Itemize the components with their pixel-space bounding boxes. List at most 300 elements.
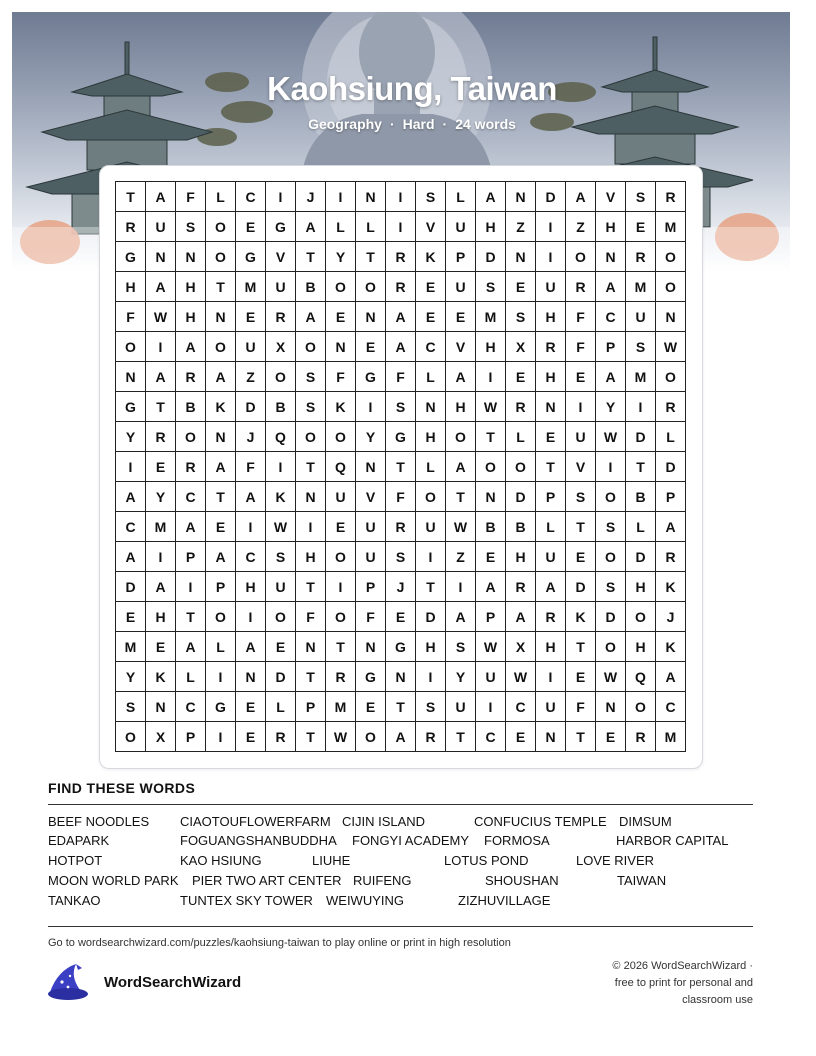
grid-cell[interactable]: I	[146, 542, 176, 572]
grid-cell[interactable]: S	[266, 542, 296, 572]
grid-cell[interactable]: T	[296, 572, 326, 602]
grid-cell[interactable]: T	[116, 182, 146, 212]
grid-cell[interactable]: A	[566, 182, 596, 212]
grid-cell[interactable]: B	[296, 272, 326, 302]
grid-cell[interactable]: I	[386, 182, 416, 212]
grid-cell[interactable]: W	[656, 332, 686, 362]
grid-cell[interactable]: A	[206, 542, 236, 572]
grid-cell[interactable]: E	[536, 422, 566, 452]
grid-cell[interactable]: A	[506, 602, 536, 632]
grid-cell[interactable]: U	[236, 332, 266, 362]
grid-cell[interactable]: A	[296, 212, 326, 242]
grid-cell[interactable]: N	[416, 392, 446, 422]
grid-cell[interactable]: M	[656, 212, 686, 242]
grid-cell[interactable]: K	[566, 602, 596, 632]
grid-cell[interactable]: H	[476, 332, 506, 362]
grid-cell[interactable]: I	[236, 512, 266, 542]
grid-cell[interactable]: K	[146, 662, 176, 692]
grid-cell[interactable]: V	[266, 242, 296, 272]
grid-cell[interactable]: O	[476, 452, 506, 482]
grid-cell[interactable]: O	[356, 722, 386, 752]
grid-cell[interactable]: T	[476, 422, 506, 452]
grid-cell[interactable]: U	[356, 512, 386, 542]
grid-cell[interactable]: T	[296, 242, 326, 272]
grid-cell[interactable]: E	[506, 272, 536, 302]
grid-cell[interactable]: N	[146, 242, 176, 272]
grid-cell[interactable]: E	[476, 542, 506, 572]
grid-cell[interactable]: H	[536, 362, 566, 392]
grid-cell[interactable]: K	[326, 392, 356, 422]
grid-cell[interactable]: E	[596, 722, 626, 752]
grid-cell[interactable]: N	[506, 182, 536, 212]
grid-cell[interactable]: R	[506, 572, 536, 602]
grid-cell[interactable]: H	[626, 572, 656, 602]
grid-cell[interactable]: F	[236, 452, 266, 482]
grid-cell[interactable]: K	[656, 572, 686, 602]
grid-cell[interactable]: I	[266, 452, 296, 482]
grid-cell[interactable]: C	[506, 692, 536, 722]
grid-cell[interactable]: A	[596, 362, 626, 392]
grid-cell[interactable]: V	[356, 482, 386, 512]
grid-cell[interactable]: Y	[116, 422, 146, 452]
grid-cell[interactable]: A	[446, 602, 476, 632]
grid-cell[interactable]: C	[236, 182, 266, 212]
grid-cell[interactable]: A	[146, 182, 176, 212]
grid-cell[interactable]: E	[626, 212, 656, 242]
grid-cell[interactable]: O	[206, 242, 236, 272]
grid-cell[interactable]: K	[656, 632, 686, 662]
grid-cell[interactable]: E	[566, 542, 596, 572]
grid-cell[interactable]: E	[116, 602, 146, 632]
grid-cell[interactable]: A	[146, 362, 176, 392]
grid-cell[interactable]: R	[266, 722, 296, 752]
grid-cell[interactable]: O	[446, 422, 476, 452]
grid-cell[interactable]: D	[626, 542, 656, 572]
grid-cell[interactable]: I	[116, 452, 146, 482]
grid-cell[interactable]: Z	[566, 212, 596, 242]
grid-cell[interactable]: H	[296, 542, 326, 572]
grid-cell[interactable]: S	[476, 272, 506, 302]
grid-cell[interactable]: S	[176, 212, 206, 242]
grid-cell[interactable]: N	[536, 392, 566, 422]
grid-cell[interactable]: T	[536, 452, 566, 482]
grid-cell[interactable]: P	[356, 572, 386, 602]
grid-cell[interactable]: S	[416, 182, 446, 212]
grid-cell[interactable]: C	[656, 692, 686, 722]
grid-cell[interactable]: S	[596, 572, 626, 602]
grid-cell[interactable]: I	[176, 572, 206, 602]
grid-cell[interactable]: N	[206, 422, 236, 452]
grid-cell[interactable]: I	[476, 362, 506, 392]
grid-cell[interactable]: N	[656, 302, 686, 332]
grid-cell[interactable]: T	[296, 662, 326, 692]
grid-cell[interactable]: I	[596, 452, 626, 482]
grid-cell[interactable]: A	[386, 332, 416, 362]
grid-cell[interactable]: T	[176, 602, 206, 632]
grid-cell[interactable]: S	[116, 692, 146, 722]
grid-cell[interactable]: F	[566, 332, 596, 362]
grid-cell[interactable]: I	[266, 182, 296, 212]
grid-cell[interactable]: P	[446, 242, 476, 272]
grid-cell[interactable]: O	[326, 602, 356, 632]
grid-cell[interactable]: L	[266, 692, 296, 722]
grid-cell[interactable]: O	[326, 542, 356, 572]
grid-cell[interactable]: I	[236, 602, 266, 632]
grid-cell[interactable]: F	[566, 692, 596, 722]
grid-cell[interactable]: A	[596, 272, 626, 302]
grid-cell[interactable]: O	[626, 602, 656, 632]
grid-cell[interactable]: F	[296, 602, 326, 632]
grid-cell[interactable]: D	[266, 662, 296, 692]
grid-cell[interactable]: D	[596, 602, 626, 632]
grid-cell[interactable]: C	[596, 302, 626, 332]
grid-cell[interactable]: I	[446, 572, 476, 602]
grid-cell[interactable]: Z	[446, 542, 476, 572]
grid-cell[interactable]: F	[566, 302, 596, 332]
grid-cell[interactable]: T	[356, 242, 386, 272]
grid-cell[interactable]: A	[146, 572, 176, 602]
grid-cell[interactable]: E	[146, 452, 176, 482]
grid-cell[interactable]: R	[536, 602, 566, 632]
grid-cell[interactable]: S	[626, 332, 656, 362]
grid-cell[interactable]: Z	[506, 212, 536, 242]
grid-cell[interactable]: Y	[356, 422, 386, 452]
grid-cell[interactable]: I	[626, 392, 656, 422]
grid-cell[interactable]: D	[236, 392, 266, 422]
grid-cell[interactable]: U	[356, 542, 386, 572]
grid-cell[interactable]: J	[236, 422, 266, 452]
grid-cell[interactable]: G	[116, 392, 146, 422]
grid-cell[interactable]: H	[176, 302, 206, 332]
grid-cell[interactable]: V	[416, 212, 446, 242]
grid-cell[interactable]: E	[506, 362, 536, 392]
grid-cell[interactable]: S	[386, 542, 416, 572]
grid-cell[interactable]: T	[446, 482, 476, 512]
grid-cell[interactable]: E	[386, 602, 416, 632]
grid-cell[interactable]: I	[416, 662, 446, 692]
grid-cell[interactable]: S	[506, 302, 536, 332]
grid-cell[interactable]: G	[116, 242, 146, 272]
grid-cell[interactable]: H	[236, 572, 266, 602]
grid-cell[interactable]: U	[266, 272, 296, 302]
grid-cell[interactable]: N	[356, 182, 386, 212]
grid-cell[interactable]: P	[176, 722, 206, 752]
grid-cell[interactable]: W	[506, 662, 536, 692]
grid-cell[interactable]: O	[656, 242, 686, 272]
grid-cell[interactable]: E	[236, 722, 266, 752]
grid-cell[interactable]: A	[386, 302, 416, 332]
grid-cell[interactable]: L	[446, 182, 476, 212]
grid-cell[interactable]: R	[626, 242, 656, 272]
grid-cell[interactable]: X	[506, 332, 536, 362]
grid-cell[interactable]: T	[326, 632, 356, 662]
grid-cell[interactable]: S	[416, 692, 446, 722]
grid-cell[interactable]: E	[236, 302, 266, 332]
grid-cell[interactable]: A	[536, 572, 566, 602]
grid-cell[interactable]: F	[356, 602, 386, 632]
grid-cell[interactable]: A	[236, 632, 266, 662]
grid-cell[interactable]: B	[176, 392, 206, 422]
grid-cell[interactable]: H	[446, 392, 476, 422]
grid-cell[interactable]: G	[356, 362, 386, 392]
grid-cell[interactable]: E	[356, 332, 386, 362]
grid-cell[interactable]: F	[386, 362, 416, 392]
grid-cell[interactable]: M	[656, 722, 686, 752]
grid-cell[interactable]: D	[656, 452, 686, 482]
grid-cell[interactable]: O	[566, 242, 596, 272]
grid-cell[interactable]: M	[236, 272, 266, 302]
grid-cell[interactable]: D	[506, 482, 536, 512]
grid-cell[interactable]: P	[596, 332, 626, 362]
grid-cell[interactable]: F	[386, 482, 416, 512]
grid-cell[interactable]: C	[476, 722, 506, 752]
grid-cell[interactable]: T	[446, 722, 476, 752]
grid-cell[interactable]: A	[116, 482, 146, 512]
grid-cell[interactable]: O	[326, 272, 356, 302]
grid-cell[interactable]: K	[206, 392, 236, 422]
grid-cell[interactable]: N	[116, 362, 146, 392]
grid-cell[interactable]: R	[146, 422, 176, 452]
grid-cell[interactable]: T	[566, 632, 596, 662]
grid-cell[interactable]: E	[416, 272, 446, 302]
grid-cell[interactable]: A	[116, 542, 146, 572]
grid-cell[interactable]: N	[296, 632, 326, 662]
grid-cell[interactable]: R	[326, 662, 356, 692]
grid-cell[interactable]: W	[446, 512, 476, 542]
grid-cell[interactable]: U	[626, 302, 656, 332]
grid-cell[interactable]: H	[146, 602, 176, 632]
grid-cell[interactable]: Q	[326, 452, 356, 482]
grid-cell[interactable]: A	[176, 512, 206, 542]
grid-cell[interactable]: T	[296, 722, 326, 752]
grid-cell[interactable]: A	[176, 632, 206, 662]
grid-cell[interactable]: U	[536, 692, 566, 722]
grid-cell[interactable]: O	[596, 632, 626, 662]
grid-cell[interactable]: N	[386, 662, 416, 692]
grid-cell[interactable]: H	[416, 632, 446, 662]
grid-cell[interactable]: P	[476, 602, 506, 632]
grid-cell[interactable]: O	[176, 422, 206, 452]
letter-grid[interactable]	[115, 181, 686, 752]
grid-cell[interactable]: U	[446, 272, 476, 302]
grid-cell[interactable]: S	[626, 182, 656, 212]
grid-cell[interactable]: C	[416, 332, 446, 362]
grid-cell[interactable]: I	[206, 662, 236, 692]
grid-cell[interactable]: O	[206, 332, 236, 362]
grid-cell[interactable]: W	[146, 302, 176, 332]
grid-cell[interactable]: R	[566, 272, 596, 302]
grid-cell[interactable]: N	[236, 662, 266, 692]
grid-cell[interactable]: E	[146, 632, 176, 662]
grid-cell[interactable]: H	[536, 302, 566, 332]
grid-cell[interactable]: A	[146, 272, 176, 302]
grid-cell[interactable]: B	[266, 392, 296, 422]
grid-cell[interactable]: W	[596, 662, 626, 692]
grid-cell[interactable]: R	[386, 242, 416, 272]
grid-cell[interactable]: P	[536, 482, 566, 512]
grid-cell[interactable]: R	[386, 272, 416, 302]
grid-cell[interactable]: Z	[236, 362, 266, 392]
grid-cell[interactable]: U	[326, 482, 356, 512]
grid-cell[interactable]: L	[176, 662, 206, 692]
grid-cell[interactable]: E	[566, 362, 596, 392]
grid-cell[interactable]: T	[146, 392, 176, 422]
grid-cell[interactable]: I	[566, 392, 596, 422]
grid-cell[interactable]: G	[356, 662, 386, 692]
grid-cell[interactable]: N	[356, 302, 386, 332]
grid-cell[interactable]: E	[266, 632, 296, 662]
grid-cell[interactable]: N	[146, 692, 176, 722]
grid-cell[interactable]: U	[416, 512, 446, 542]
grid-cell[interactable]: I	[476, 692, 506, 722]
grid-cell[interactable]: I	[326, 572, 356, 602]
grid-cell[interactable]: W	[596, 422, 626, 452]
grid-cell[interactable]: E	[326, 302, 356, 332]
grid-cell[interactable]: I	[536, 242, 566, 272]
grid-cell[interactable]: L	[326, 212, 356, 242]
grid-cell[interactable]: R	[626, 722, 656, 752]
grid-cell[interactable]: T	[206, 272, 236, 302]
grid-cell[interactable]: O	[296, 422, 326, 452]
grid-cell[interactable]: V	[566, 452, 596, 482]
grid-cell[interactable]: G	[386, 422, 416, 452]
grid-cell[interactable]: L	[206, 632, 236, 662]
grid-cell[interactable]: R	[656, 392, 686, 422]
grid-cell[interactable]: F	[176, 182, 206, 212]
grid-cell[interactable]: D	[476, 242, 506, 272]
grid-cell[interactable]: L	[506, 422, 536, 452]
grid-cell[interactable]: T	[416, 572, 446, 602]
grid-cell[interactable]: R	[416, 722, 446, 752]
grid-cell[interactable]: U	[536, 272, 566, 302]
grid-cell[interactable]: Y	[446, 662, 476, 692]
grid-cell[interactable]: I	[146, 332, 176, 362]
grid-cell[interactable]: A	[476, 572, 506, 602]
grid-cell[interactable]: T	[566, 722, 596, 752]
grid-cell[interactable]: R	[176, 452, 206, 482]
grid-cell[interactable]: A	[296, 302, 326, 332]
grid-cell[interactable]: E	[356, 692, 386, 722]
grid-cell[interactable]: D	[536, 182, 566, 212]
grid-cell[interactable]: W	[476, 632, 506, 662]
grid-cell[interactable]: O	[206, 602, 236, 632]
grid-cell[interactable]: S	[566, 482, 596, 512]
grid-cell[interactable]: O	[626, 692, 656, 722]
grid-cell[interactable]: O	[116, 722, 146, 752]
grid-cell[interactable]: C	[116, 512, 146, 542]
grid-cell[interactable]: Q	[266, 422, 296, 452]
grid-cell[interactable]: J	[296, 182, 326, 212]
grid-cell[interactable]: G	[206, 692, 236, 722]
grid-cell[interactable]: A	[656, 512, 686, 542]
grid-cell[interactable]: N	[356, 452, 386, 482]
grid-cell[interactable]: A	[236, 482, 266, 512]
grid-cell[interactable]: N	[326, 332, 356, 362]
grid-cell[interactable]: I	[206, 722, 236, 752]
grid-cell[interactable]: C	[236, 542, 266, 572]
grid-cell[interactable]: A	[206, 362, 236, 392]
grid-cell[interactable]: I	[356, 392, 386, 422]
grid-cell[interactable]: O	[596, 482, 626, 512]
grid-cell[interactable]: X	[266, 332, 296, 362]
grid-cell[interactable]: A	[206, 452, 236, 482]
grid-cell[interactable]: E	[236, 692, 266, 722]
grid-cell[interactable]: M	[326, 692, 356, 722]
grid-cell[interactable]: K	[266, 482, 296, 512]
grid-cell[interactable]: N	[506, 242, 536, 272]
grid-cell[interactable]: I	[536, 212, 566, 242]
grid-cell[interactable]: T	[296, 452, 326, 482]
grid-cell[interactable]: H	[506, 542, 536, 572]
grid-cell[interactable]: R	[506, 392, 536, 422]
grid-cell[interactable]: U	[566, 422, 596, 452]
grid-cell[interactable]: E	[326, 512, 356, 542]
grid-cell[interactable]: O	[266, 362, 296, 392]
grid-cell[interactable]: X	[506, 632, 536, 662]
grid-cell[interactable]: X	[146, 722, 176, 752]
grid-cell[interactable]: Y	[146, 482, 176, 512]
grid-cell[interactable]: H	[596, 212, 626, 242]
grid-cell[interactable]: E	[416, 302, 446, 332]
grid-cell[interactable]: M	[116, 632, 146, 662]
grid-cell[interactable]: I	[386, 212, 416, 242]
grid-cell[interactable]: G	[236, 242, 266, 272]
grid-cell[interactable]: S	[296, 362, 326, 392]
grid-cell[interactable]: U	[446, 212, 476, 242]
grid-cell[interactable]: R	[656, 542, 686, 572]
grid-cell[interactable]: I	[326, 182, 356, 212]
grid-cell[interactable]: O	[656, 272, 686, 302]
grid-cell[interactable]: F	[326, 362, 356, 392]
grid-cell[interactable]: D	[116, 572, 146, 602]
grid-cell[interactable]: T	[566, 512, 596, 542]
grid-cell[interactable]: B	[506, 512, 536, 542]
grid-cell[interactable]: Q	[626, 662, 656, 692]
grid-cell[interactable]: H	[476, 212, 506, 242]
grid-cell[interactable]: W	[476, 392, 506, 422]
grid-cell[interactable]: U	[146, 212, 176, 242]
grid-cell[interactable]: M	[626, 272, 656, 302]
grid-cell[interactable]: W	[326, 722, 356, 752]
grid-cell[interactable]: A	[386, 722, 416, 752]
grid-cell[interactable]: U	[266, 572, 296, 602]
grid-cell[interactable]: A	[656, 662, 686, 692]
grid-cell[interactable]: H	[626, 632, 656, 662]
grid-cell[interactable]: C	[176, 692, 206, 722]
grid-cell[interactable]: R	[386, 512, 416, 542]
grid-cell[interactable]: Y	[326, 242, 356, 272]
grid-cell[interactable]: P	[206, 572, 236, 602]
grid-cell[interactable]: O	[296, 332, 326, 362]
grid-cell[interactable]: S	[446, 632, 476, 662]
grid-cell[interactable]: C	[176, 482, 206, 512]
grid-cell[interactable]: D	[416, 602, 446, 632]
grid-cell[interactable]: I	[296, 512, 326, 542]
grid-cell[interactable]: E	[446, 302, 476, 332]
grid-cell[interactable]: U	[536, 542, 566, 572]
grid-cell[interactable]: N	[356, 632, 386, 662]
grid-cell[interactable]: M	[626, 362, 656, 392]
grid-cell[interactable]: L	[536, 512, 566, 542]
grid-cell[interactable]: R	[116, 212, 146, 242]
grid-cell[interactable]: V	[596, 182, 626, 212]
grid-cell[interactable]: U	[446, 692, 476, 722]
grid-cell[interactable]: F	[116, 302, 146, 332]
grid-cell[interactable]: I	[416, 542, 446, 572]
grid-cell[interactable]: N	[206, 302, 236, 332]
grid-cell[interactable]: M	[476, 302, 506, 332]
grid-cell[interactable]: N	[596, 692, 626, 722]
